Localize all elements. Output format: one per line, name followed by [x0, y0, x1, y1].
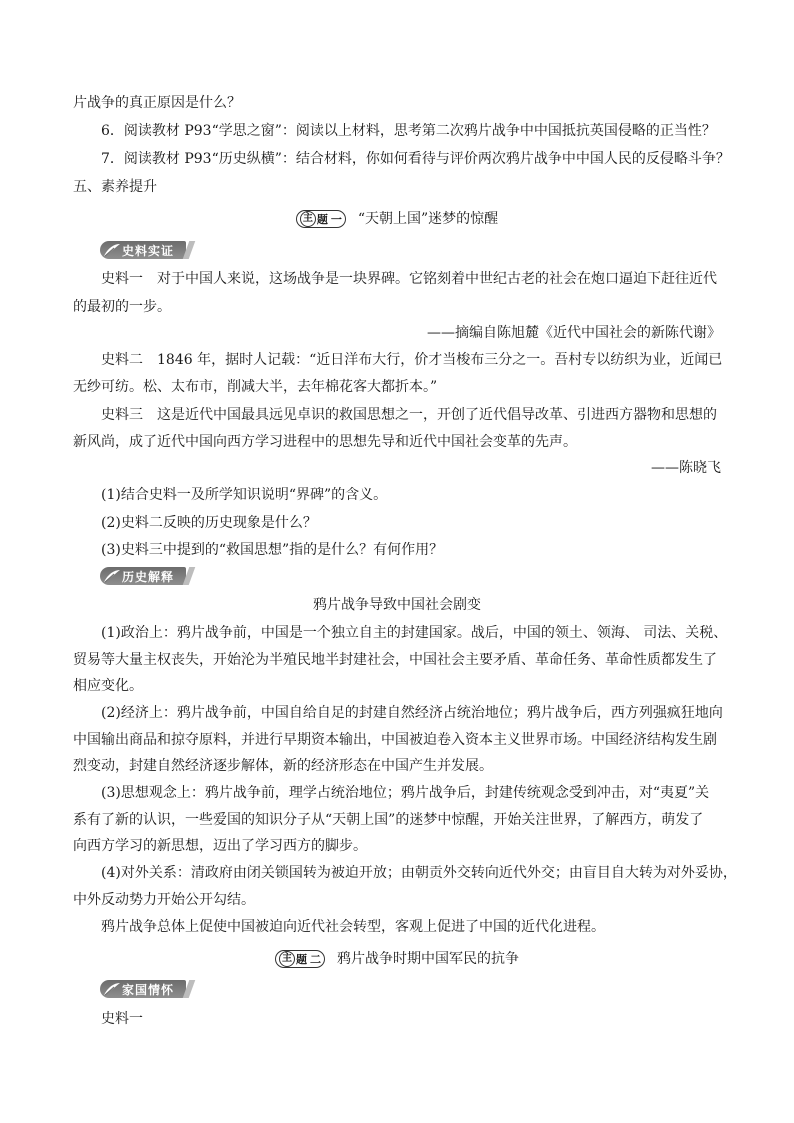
- topic-two-heading: [0, 946, 794, 968]
- text-line: 贸易等大量主权丧失，开始沦为半殖民地半封建社会，中国社会主要矛盾、革命任务、革命性质都发生了: [73, 652, 717, 668]
- text-line: 新风尚，成了近代中国向西方学习进程中的思想先导和近代中国社会变革的先声。: [73, 434, 577, 450]
- topic-badge: 主 题 一: [296, 210, 346, 228]
- paragraph-foreign: (4)对外关系：清政府由闭关锁国转为被迫开放；由朝贡外交转向近代外交；由盲目自大转为对外妥协，: [101, 865, 737, 881]
- question-item: (1)结合史料一及所学知识说明“界碑”的含义。: [101, 487, 388, 503]
- section-tag-shiliao: 史料实证: [100, 241, 186, 259]
- citation: ——陈晓飞: [651, 460, 721, 476]
- topic-title: 鸦片战争时期中国军民的抗争: [337, 951, 519, 967]
- topic-one-heading: [0, 206, 794, 228]
- source-two: 史料二 1846 年，据时人记载：“近日洋布大行，价才当梭布三分之一。吾村专以纺织为业，近闻已: [101, 352, 723, 368]
- section-tag-jiaguo: 家国情怀: [100, 980, 186, 998]
- text-line: 烈变动，封建自然经济逐步解体，新的经济形态在中国产生并发展。: [73, 758, 493, 774]
- text-line: 中外反动势力开始公开勾结。: [73, 892, 255, 908]
- source-three: 史料三 这是近代中国最具远见卓识的救国思想之一，开创了近代倡导改革、引进西方器物和思想的: [101, 407, 717, 423]
- feather-icon: [100, 241, 122, 259]
- question-item: (3)史料三中提到的“救国思想”指的是什么？有何作用？: [101, 542, 444, 558]
- subheading: 鸦片战争导致中国社会剧变: [313, 597, 481, 613]
- source-one: 史料一 对于中国人来说，这场战争是一块界碑。它铭刻着中世纪古老的社会在炮口逼迫下赶往近代: [101, 271, 717, 287]
- paragraph-economy: (2)经济上：鸦片战争前，中国自给自足的封建自然经济占统治地位；鸦片战争后，西方列强疯狂地向: [101, 705, 723, 721]
- paragraph-thought: (3)思想观念上：鸦片战争前，理学占统治地位；鸦片战争后，封建传统观念受到冲击，对“夷夏”关: [101, 785, 710, 801]
- topic-badge: 主 题 二: [275, 950, 325, 968]
- feather-icon: [100, 980, 122, 998]
- text-line: 的最初的一步。: [73, 299, 171, 315]
- question-item: (2)史料二反映的历史现象是什么？: [101, 515, 317, 531]
- topic-title: “天朝上国”迷梦的惊醒: [357, 211, 499, 227]
- text-line: 片战争的真正原因是什么？: [73, 95, 241, 111]
- source-one-label: 史料一: [101, 1011, 143, 1027]
- text-line: 系有了新的认识，一些爱国的知识分子从“天朝上国”的迷梦中惊醒，开始关注世界，了解西方，萌发了: [73, 812, 704, 828]
- feather-icon: [100, 567, 122, 585]
- text-line: 向西方学习的新思想，迈出了学习西方的脚步。: [73, 838, 367, 854]
- paragraph-politics: (1)政治上：鸦片战争前，中国是一个独立自主的封建国家。战后，中国的领土、领海、 司法、关税、: [101, 625, 728, 641]
- citation: ——摘编自陈旭麓《近代中国社会的新陈代谢》: [427, 325, 721, 341]
- text-line: 无纱可纺。松、太布市，削减大半，去年棉花客大都折本。”: [73, 379, 438, 395]
- section-heading: 五、素养提升: [73, 179, 157, 195]
- section-tag-jieshi: 历史解释: [100, 567, 186, 585]
- question-7: 7．阅读教材 P93“历史纵横”：结合材料，你如何看待与评价两次鸦片战争中中国人民的反侵略斗争？: [101, 151, 730, 167]
- summary-line: 鸦片战争总体上促使中国被迫向近代社会转型，客观上促进了中国的近代化进程。: [101, 919, 605, 935]
- text-line: 中国输出商品和掠夺原料，并进行早期资本输出，中国被迫卷入资本主义世界市场。中国经济结构发生剧: [73, 732, 717, 748]
- question-6: 6．阅读教材 P93“学思之窗”：阅读以上材料，思考第二次鸦片战争中中国抵抗英国侵略的正当性？: [101, 123, 716, 139]
- text-line: 相应变化。: [73, 678, 143, 694]
